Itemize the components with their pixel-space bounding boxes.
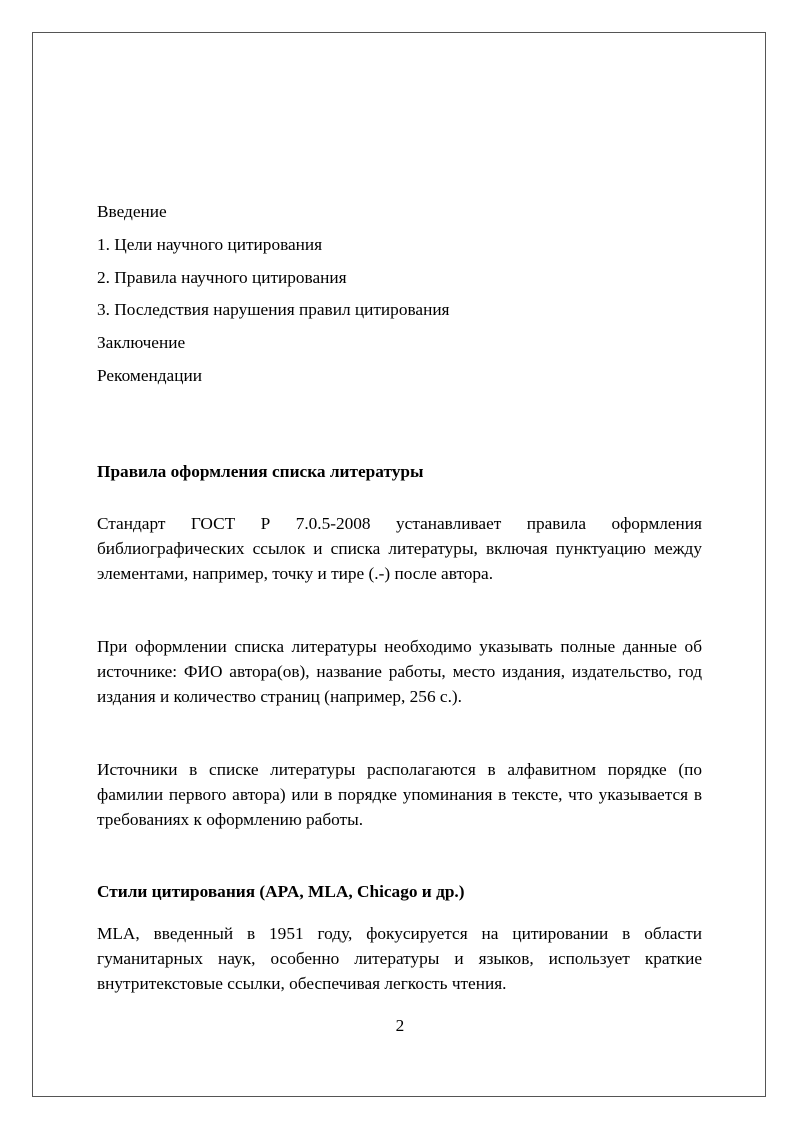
paragraph-source-ordering: Источники в списке литературы располагаются в алфавитном порядке (по фамилии первого автора) или в порядке упоминания в тексте, что указывается в требованиях к оформлению работы. (97, 760, 702, 829)
section-heading-bibliography: Правила оформления списка литературы (97, 462, 424, 481)
toc-item-conclusion: Заключение (97, 333, 186, 352)
toc-item-goals: 1. Цели научного цитирования (97, 235, 323, 254)
toc-item-rules: 2. Правила научного цитирования (97, 268, 347, 287)
toc-item-consequences: 3. Последствия нарушения правил цитирования (97, 300, 450, 319)
paragraph-gost-standard: Стандарт ГОСТ Р 7.0.5-2008 устанавливает правила оформления библиографических ссылок и списка литературы, включая пунктуацию между элементами, например, точку и тире (.-) после автора. (97, 514, 702, 583)
toc-item-introduction: Введение (97, 202, 167, 221)
page-number: 2 (395, 1016, 405, 1035)
paragraph-full-source-data: При оформлении списка литературы необходимо указывать полные данные об источнике: ФИО автора(ов), название работы, место издания, издательство, год издания и количество страниц (например, 256 с.). (97, 637, 702, 706)
section-heading-citation-styles: Стили цитирования (APA, MLA, Chicago и др.) (97, 882, 465, 901)
paragraph-mla-style: MLA, введенный в 1951 году, фокусируется на цитировании в области гуманитарных наук, особенно литературы и языков, использует краткие внутритекстовые ссылки, обеспечивая легкость чтения. (97, 924, 702, 993)
toc-item-recommendations: Рекомендации (97, 366, 202, 385)
